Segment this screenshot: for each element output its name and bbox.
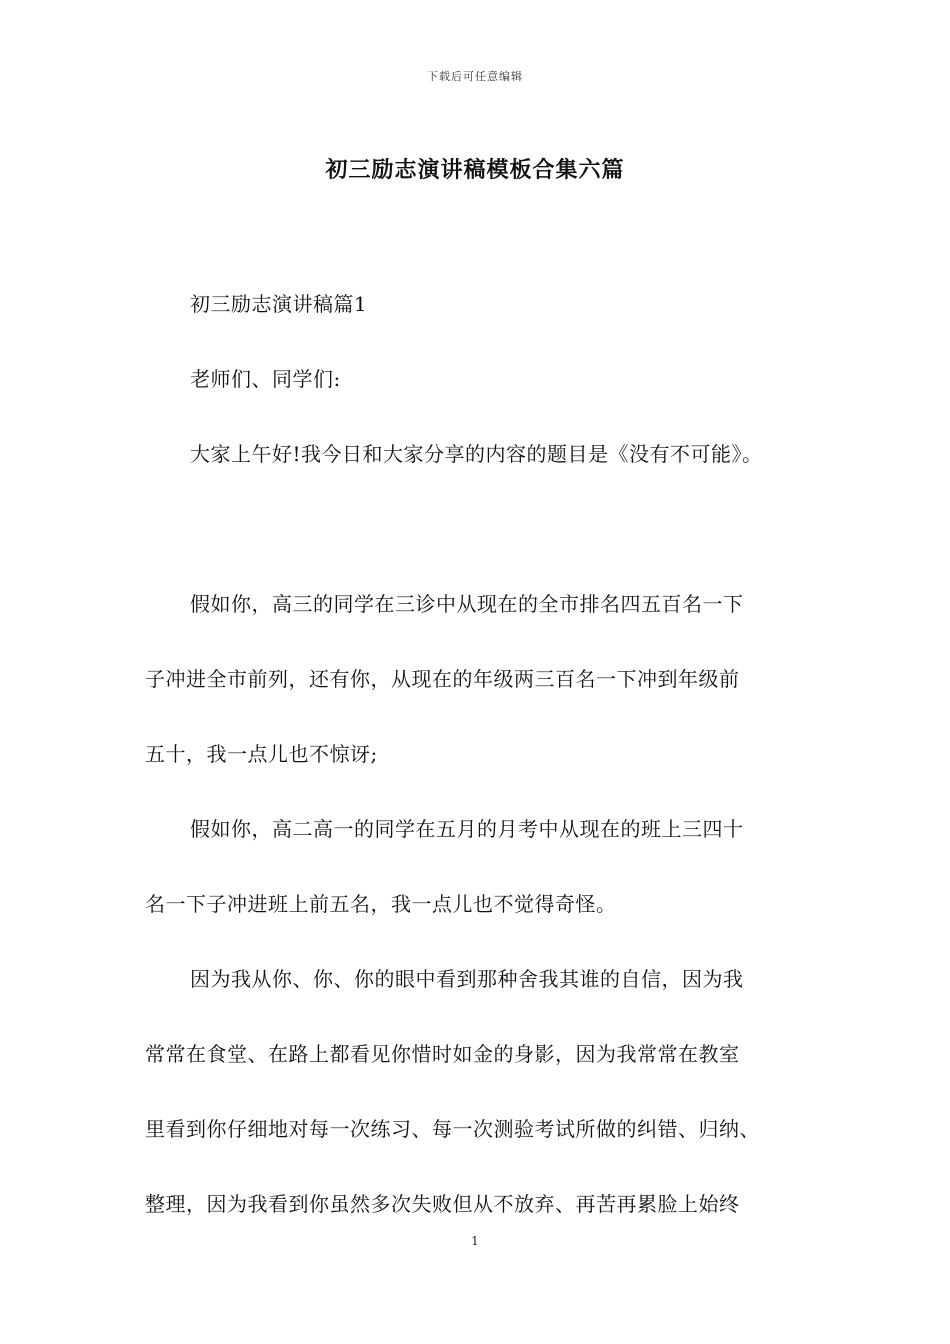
page-number: 1 [471, 1234, 479, 1248]
header-note: 下载后可任意编辑 [427, 70, 523, 83]
paragraph-line: 假如你，高三的同学在三诊中从现在的全市排名四五百名一下 [190, 592, 744, 616]
paragraph-line: 因为我从你、你、你的眼中看到那种舍我其谁的自信，因为我 [190, 967, 744, 991]
paragraph-line: 名一下子冲进班上前五名，我一点儿也不觉得奇怪。 [145, 892, 617, 916]
paragraph-line: 常常在食堂、在路上都看见你惜时如金的身影，因为我常常在教室 [145, 1042, 740, 1066]
paragraph-line: 假如你，高二高一的同学在五月的月考中从现在的班上三四十 [190, 817, 744, 841]
paragraph-line: 大家上午好!我今日和大家分享的内容的题目是《没有不可能》。 [190, 442, 763, 466]
section-heading: 初三励志演讲稿篇1 [190, 292, 368, 316]
salutation: 老师们、同学们: [190, 367, 341, 391]
paragraph-line: 五十，我一点儿也不惊讶; [145, 742, 378, 766]
paragraph-line: 整理，因为我看到你虽然多次失败但从不放弃、再苦再累脸上始终 [145, 1192, 740, 1216]
paragraph-line: 子冲进全市前列，还有你，从现在的年级两三百名一下冲到年级前 [145, 667, 740, 691]
paragraph-line: 里看到你仔细地对每一次练习、每一次测验考试所做的纠错、归纳、 [145, 1117, 760, 1141]
document-title: 初三励志演讲稿模板合集六篇 [325, 157, 625, 183]
